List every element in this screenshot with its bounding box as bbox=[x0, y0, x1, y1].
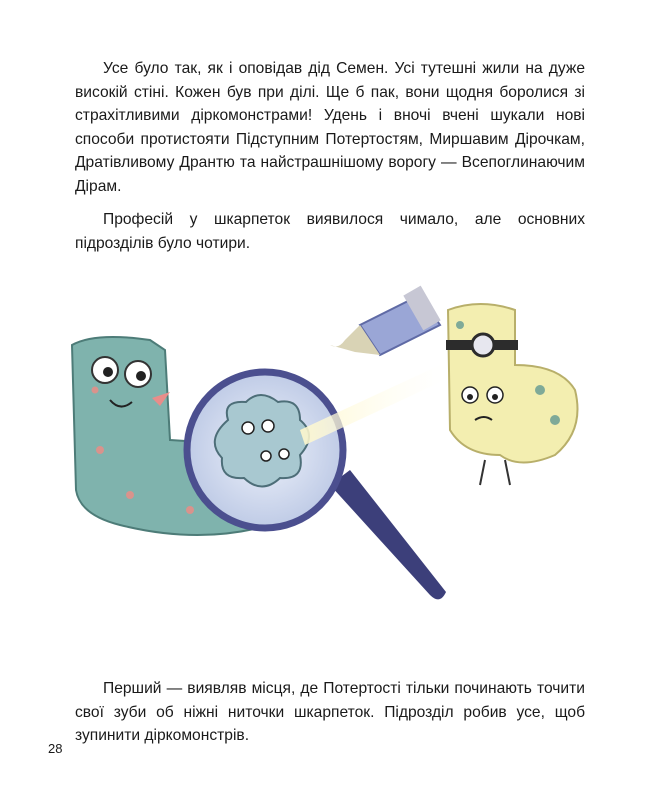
sock-illustration bbox=[0, 270, 647, 620]
page-number: 28 bbox=[48, 741, 63, 756]
paragraph: Професій у шкарпеток виявилося чимало, але основних підрозділів було чотири. bbox=[75, 211, 585, 252]
magnifier bbox=[187, 372, 446, 599]
bottom-text-block bbox=[75, 677, 585, 748]
yellow-sock-character bbox=[446, 304, 578, 485]
paragraph: Перший — виявляв місця, де Потертості тільки починають точити свої зуби об ніжні ниточки шкарпеток. Підрозділ робив усе, щоб зупинити діркомонстрів. bbox=[75, 680, 585, 744]
tube bbox=[330, 286, 441, 355]
paragraph: Усе було так, як і оповідав дід Семен. Усі тутешні жили на дуже високій стіні. Кожен був при ділі. Ще б пак, вони щодня боролися зі страхітливими діркомонстрами! Удень і вночі вчені шукали нові способи протистояти Підступним Потертостям, Миршавим Дірочкам, Дратівливому Дрантю та найстрашнішому ворогу — Всепоглинаючим Дірам. bbox=[75, 60, 585, 195]
top-text-block bbox=[75, 57, 585, 255]
